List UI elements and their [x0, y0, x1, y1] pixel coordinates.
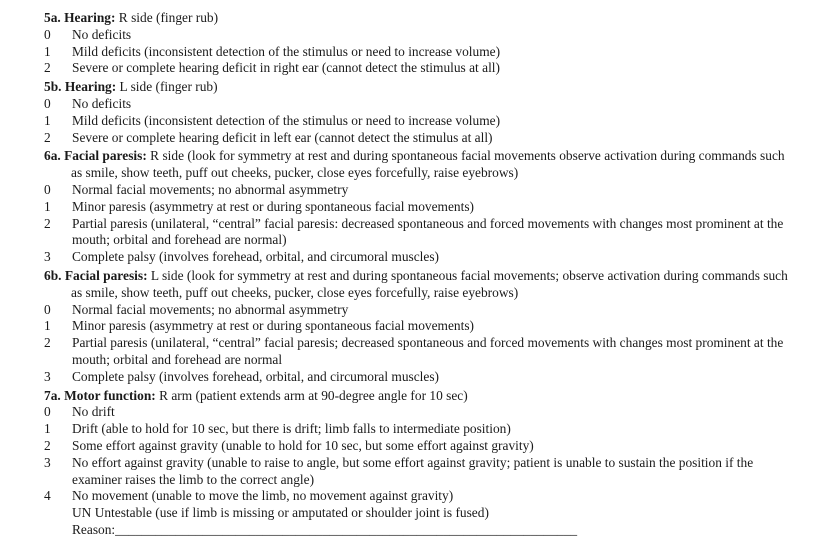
item-text: No effort against gravity (unable to raise to angle, but some effort against gravity; patient is unable to sustain the position if the examiner raises the limb to the correct angle) [72, 454, 754, 487]
list-item [0, 335, 826, 369]
section-description: R arm (patient extends arm at 90-degree angle for 10 sec) [155, 387, 468, 403]
reason-line [0, 522, 826, 539]
list-item [0, 421, 826, 438]
section-code: 6b. [44, 267, 62, 283]
item-score: 0 [44, 181, 51, 197]
item-text: Minor paresis (asymmetry at rest or during spontaneous facial movements) [72, 198, 474, 214]
list-item-untestable [0, 505, 826, 522]
item-score: 1 [44, 112, 51, 128]
section-5a [0, 10, 826, 77]
item-text: No deficits [72, 26, 132, 42]
section-heading [0, 388, 826, 405]
list-item [0, 318, 826, 335]
section-heading [0, 79, 826, 96]
item-text: Severe or complete hearing deficit in right ear (cannot detect the stimulus at all) [72, 60, 500, 76]
section-5b [0, 79, 826, 146]
list-item [0, 302, 826, 319]
section-description: R side (finger rub) [115, 10, 219, 25]
item-text: Minor paresis (asymmetry at rest or during spontaneous facial movements) [72, 318, 474, 334]
item-text: No deficits [72, 95, 132, 111]
item-score: 3 [44, 454, 51, 470]
list-item [0, 182, 826, 199]
item-score: 0 [44, 95, 51, 111]
item-score: 2 [44, 129, 51, 145]
item-score: 3 [44, 249, 51, 265]
section-description: R side (look for symmetry at rest and during spontaneous facial movements observe activation during commands such as smile, show teeth, puff out cheeks, pucker, close eyes forcefully, raise eyebrows) [71, 148, 785, 181]
list-item [0, 369, 826, 386]
item-text: Complete palsy (involves forehead, orbital, and circumoral muscles) [72, 249, 440, 265]
list-item [0, 44, 826, 61]
section-label: Hearing: [64, 79, 117, 95]
item-text: No drift [72, 404, 115, 420]
item-score: 0 [44, 26, 51, 42]
section-label: Motor function: [64, 387, 156, 403]
section-label: Hearing: [64, 10, 116, 25]
list-item [0, 96, 826, 113]
list-item [0, 488, 826, 505]
item-text: Complete palsy (involves forehead, orbital, and circumoral muscles) [72, 368, 440, 384]
reason-text: Reason:_____________________________________________________________________ [72, 521, 578, 537]
item-text: UN Untestable (use if limb is missing or amputated or shoulder joint is fused) [72, 505, 489, 521]
list-item [0, 216, 826, 250]
item-text: No movement (unable to move the limb, no movement against gravity) [72, 488, 454, 504]
item-text: Partial paresis (unilateral, “central” facial paresis: decreased spontaneous and forced movements with changes most prominent at the mouth; orbital and forehead are normal) [72, 215, 784, 248]
item-score: 0 [44, 301, 51, 317]
section-label: Facial paresis: [64, 148, 147, 164]
section-heading [0, 148, 826, 182]
list-item [0, 455, 826, 489]
item-score: 1 [44, 198, 51, 214]
list-item [0, 404, 826, 421]
section-description: L side (look for symmetry at rest and during spontaneous facial movements; observe activation during commands such as smile, show teeth, puff out cheeks, pucker, close eyes forcefully, raise eyebrows) [71, 267, 788, 300]
item-score: 2 [44, 335, 51, 351]
list-item [0, 27, 826, 44]
item-score: 0 [44, 404, 51, 420]
section-6b [0, 268, 826, 386]
item-score: 1 [44, 43, 51, 59]
section-label: Facial paresis: [64, 267, 148, 283]
item-text: Partial paresis (unilateral, “central” facial paresis; decreased spontaneous and forced movements with changes most prominent at the mouth; orbital and forehead are normal [72, 335, 784, 367]
list-item [0, 60, 826, 77]
item-score: 1 [44, 421, 51, 437]
item-score: 1 [44, 318, 51, 334]
item-text: Severe or complete hearing deficit in left ear (cannot detect the stimulus at all) [72, 129, 493, 145]
item-score: 2 [44, 215, 51, 231]
item-text: Mild deficits (inconsistent detection of the stimulus or need to increase volume) [72, 112, 501, 128]
list-item [0, 113, 826, 130]
item-text: Normal facial movements; no abnormal asymmetry [72, 301, 349, 317]
section-code: 5a. [44, 10, 61, 25]
section-code: 5b. [44, 79, 62, 95]
section-7a [0, 388, 826, 539]
list-item [0, 438, 826, 455]
item-score: 4 [44, 488, 51, 504]
item-score: 2 [44, 437, 51, 453]
item-text: Normal facial movements; no abnormal asymmetry [72, 181, 349, 197]
list-item [0, 249, 826, 266]
section-code: 7a. [44, 387, 61, 403]
item-text: Some effort against gravity (unable to hold for 10 sec, but some effort against gravity) [72, 437, 534, 453]
item-score: 3 [44, 368, 51, 384]
list-item [0, 199, 826, 216]
item-text: Drift (able to hold for 10 sec, but there is drift; limb falls to intermediate position) [72, 421, 511, 437]
item-text: Mild deficits (inconsistent detection of the stimulus or need to increase volume) [72, 43, 501, 59]
section-description: L side (finger rub) [116, 79, 218, 95]
list-item [0, 130, 826, 147]
section-heading [0, 268, 826, 302]
section-code: 6a. [44, 148, 61, 164]
section-6a [0, 148, 826, 266]
section-heading [0, 10, 826, 27]
item-score: 2 [44, 60, 51, 76]
